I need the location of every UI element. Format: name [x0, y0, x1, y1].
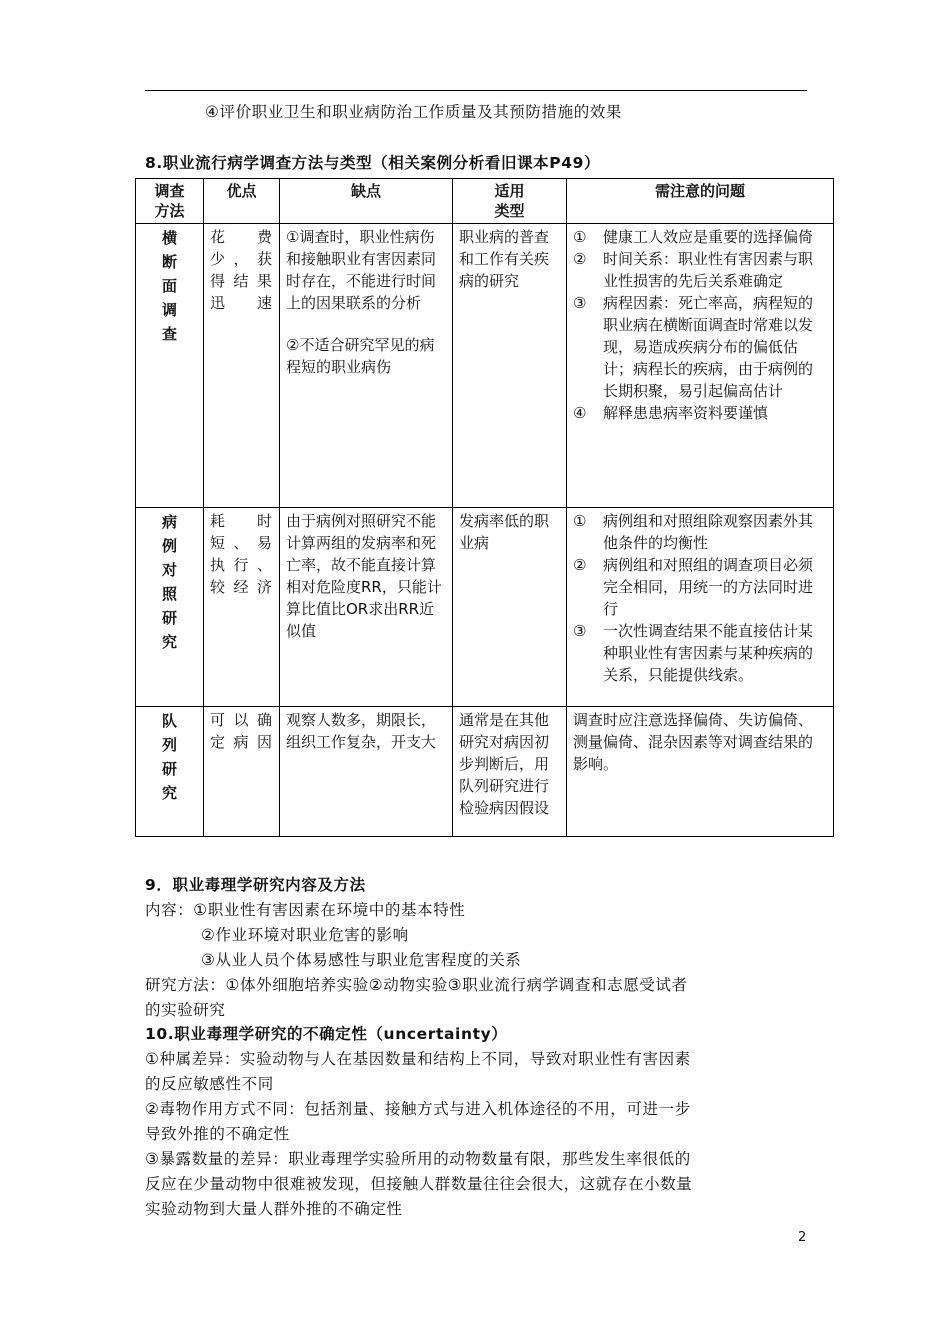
method-cell: 队列研究 — [136, 707, 204, 837]
table-header-row — [136, 179, 834, 224]
top-line: ④评价职业卫生和职业病防治工作质量及其预防措施的效果 — [205, 103, 622, 121]
section10-title: 10.职业毒理学研究的不确定性（uncertainty） — [145, 1025, 508, 1043]
list-item: ③ 一次性调查结果不能直接估计某种职业性有害因素与某种疾病的关系，只能提供线索。 — [573, 622, 814, 684]
section10-p3-line1: ③暴露数量的差异：职业毒理学实验所用的动物数量有限，那些发生率很低的 — [145, 1150, 691, 1168]
cons-cell: 观察人数多，期限长，组织工作复杂，开支大 — [280, 707, 453, 837]
applicable-cell: 发病率低的职业病 — [453, 508, 567, 707]
notes-list — [573, 510, 827, 686]
notes-cell — [567, 508, 834, 707]
header-cons: 缺点 — [280, 179, 453, 224]
table-row — [136, 224, 834, 508]
section9-content-3: ③从业人员个体易感性与职业危害程度的关系 — [201, 951, 522, 969]
list-item: ② 时间关系：职业性有害因素与职业性损害的先后关系难确定 — [573, 250, 814, 290]
section10-p3-line3: 实验动物到大量人群外推的不确定性 — [145, 1200, 403, 1218]
notes-cell — [567, 224, 834, 508]
header-rule — [145, 90, 807, 91]
header-notes: 需注意的问题 — [567, 179, 834, 224]
page-number: 2 — [798, 1230, 807, 1245]
cons-point-1: ①调查时，职业性病伤和接触职业有害因素同时存在，不能进行时间上的因果联系的分析 — [286, 228, 437, 312]
section9-methods-1: 研究方法：①体外细胞培养实验②动物实验③职业流行病学调查和志愿受试者 — [145, 976, 688, 994]
list-item: ② 病例组和对照组的调查项目必须完全相同，用统一的方法同时进行 — [573, 556, 814, 618]
applicable-cell: 通常是在其他研究对病因初步判断后，用队列研究进行检验病因假设 — [453, 707, 567, 837]
header-method: 调查方法 — [136, 179, 204, 224]
list-item: ④ 解释患患病率资料要谨慎 — [573, 404, 769, 422]
list-item: ③ 病程因素：死亡率高，病程短的职业病在横断面调查时常难以发现，易造成疾病分布的偏低估计；病程长的疾病，由于病例的长期积聚，易引起偏高估计 — [573, 294, 814, 400]
notes-cell: 调查时应注意选择偏倚、失访偏倚、测量偏倚、混杂因素等对调查结果的影响。 — [567, 707, 834, 837]
section10-p1-line2: 的反应敏感性不同 — [145, 1075, 274, 1093]
header-pros: 优点 — [204, 179, 280, 224]
method-cell: 横断面调查 — [136, 224, 204, 508]
header-applicable: 适用类型 — [453, 179, 567, 224]
section9-title: 9．职业毒理学研究内容及方法 — [145, 876, 366, 894]
method-cell: 病例对照研究 — [136, 508, 204, 707]
section10-p2-line1: ②毒物作用方式不同：包括剂量、接触方式与进入机体途径的不用，可进一步 — [145, 1100, 691, 1118]
section8-title: 8.职业流行病学调查方法与类型（相关案例分析看旧课本P49） — [145, 154, 601, 172]
list-item: ① 病例组和对照组除观察因素外其他条件的均衡性 — [573, 512, 814, 552]
applicable-cell: 职业病的普查和工作有关疾病的研究 — [453, 224, 567, 508]
section9-content-1: 内容：①职业性有害因素在环境中的基本特性 — [145, 901, 466, 919]
survey-methods-table — [135, 178, 834, 837]
cons-cell — [280, 224, 453, 508]
pros-cell: 耗时短、易执行、较经济 — [204, 508, 280, 707]
section9-content-2: ②作业环境对职业危害的影响 — [201, 926, 409, 944]
cons-point-2: ②不适合研究罕见的病程短的职业病伤 — [286, 336, 435, 376]
notes-list — [573, 226, 827, 424]
table-row — [136, 508, 834, 707]
cons-cell: 由于病例对照研究不能计算两组的发病率和死亡率，故不能直接计算相对危险度RR，只能计算比值比OR求出RR近似值 — [280, 508, 453, 707]
section10-p3-line2: 反应在少量动物中很难被发现，但接触人群数量往往会很大，这就存在小数量 — [145, 1175, 693, 1193]
pros-cell: 花费少，获得结果迅速 — [204, 224, 280, 508]
section10-p2-line2: 导致外推的不确定性 — [145, 1125, 290, 1143]
table-row — [136, 707, 834, 837]
list-item: ① 健康工人效应是重要的选择偏倚 — [573, 228, 814, 246]
section9-methods-2: 的实验研究 — [145, 1001, 226, 1019]
section10-p1-line1: ①种属差异：实验动物与人在基因数量和结构上不同，导致对职业性有害因素 — [145, 1050, 691, 1068]
pros-cell: 可以确定病因 — [204, 707, 280, 837]
